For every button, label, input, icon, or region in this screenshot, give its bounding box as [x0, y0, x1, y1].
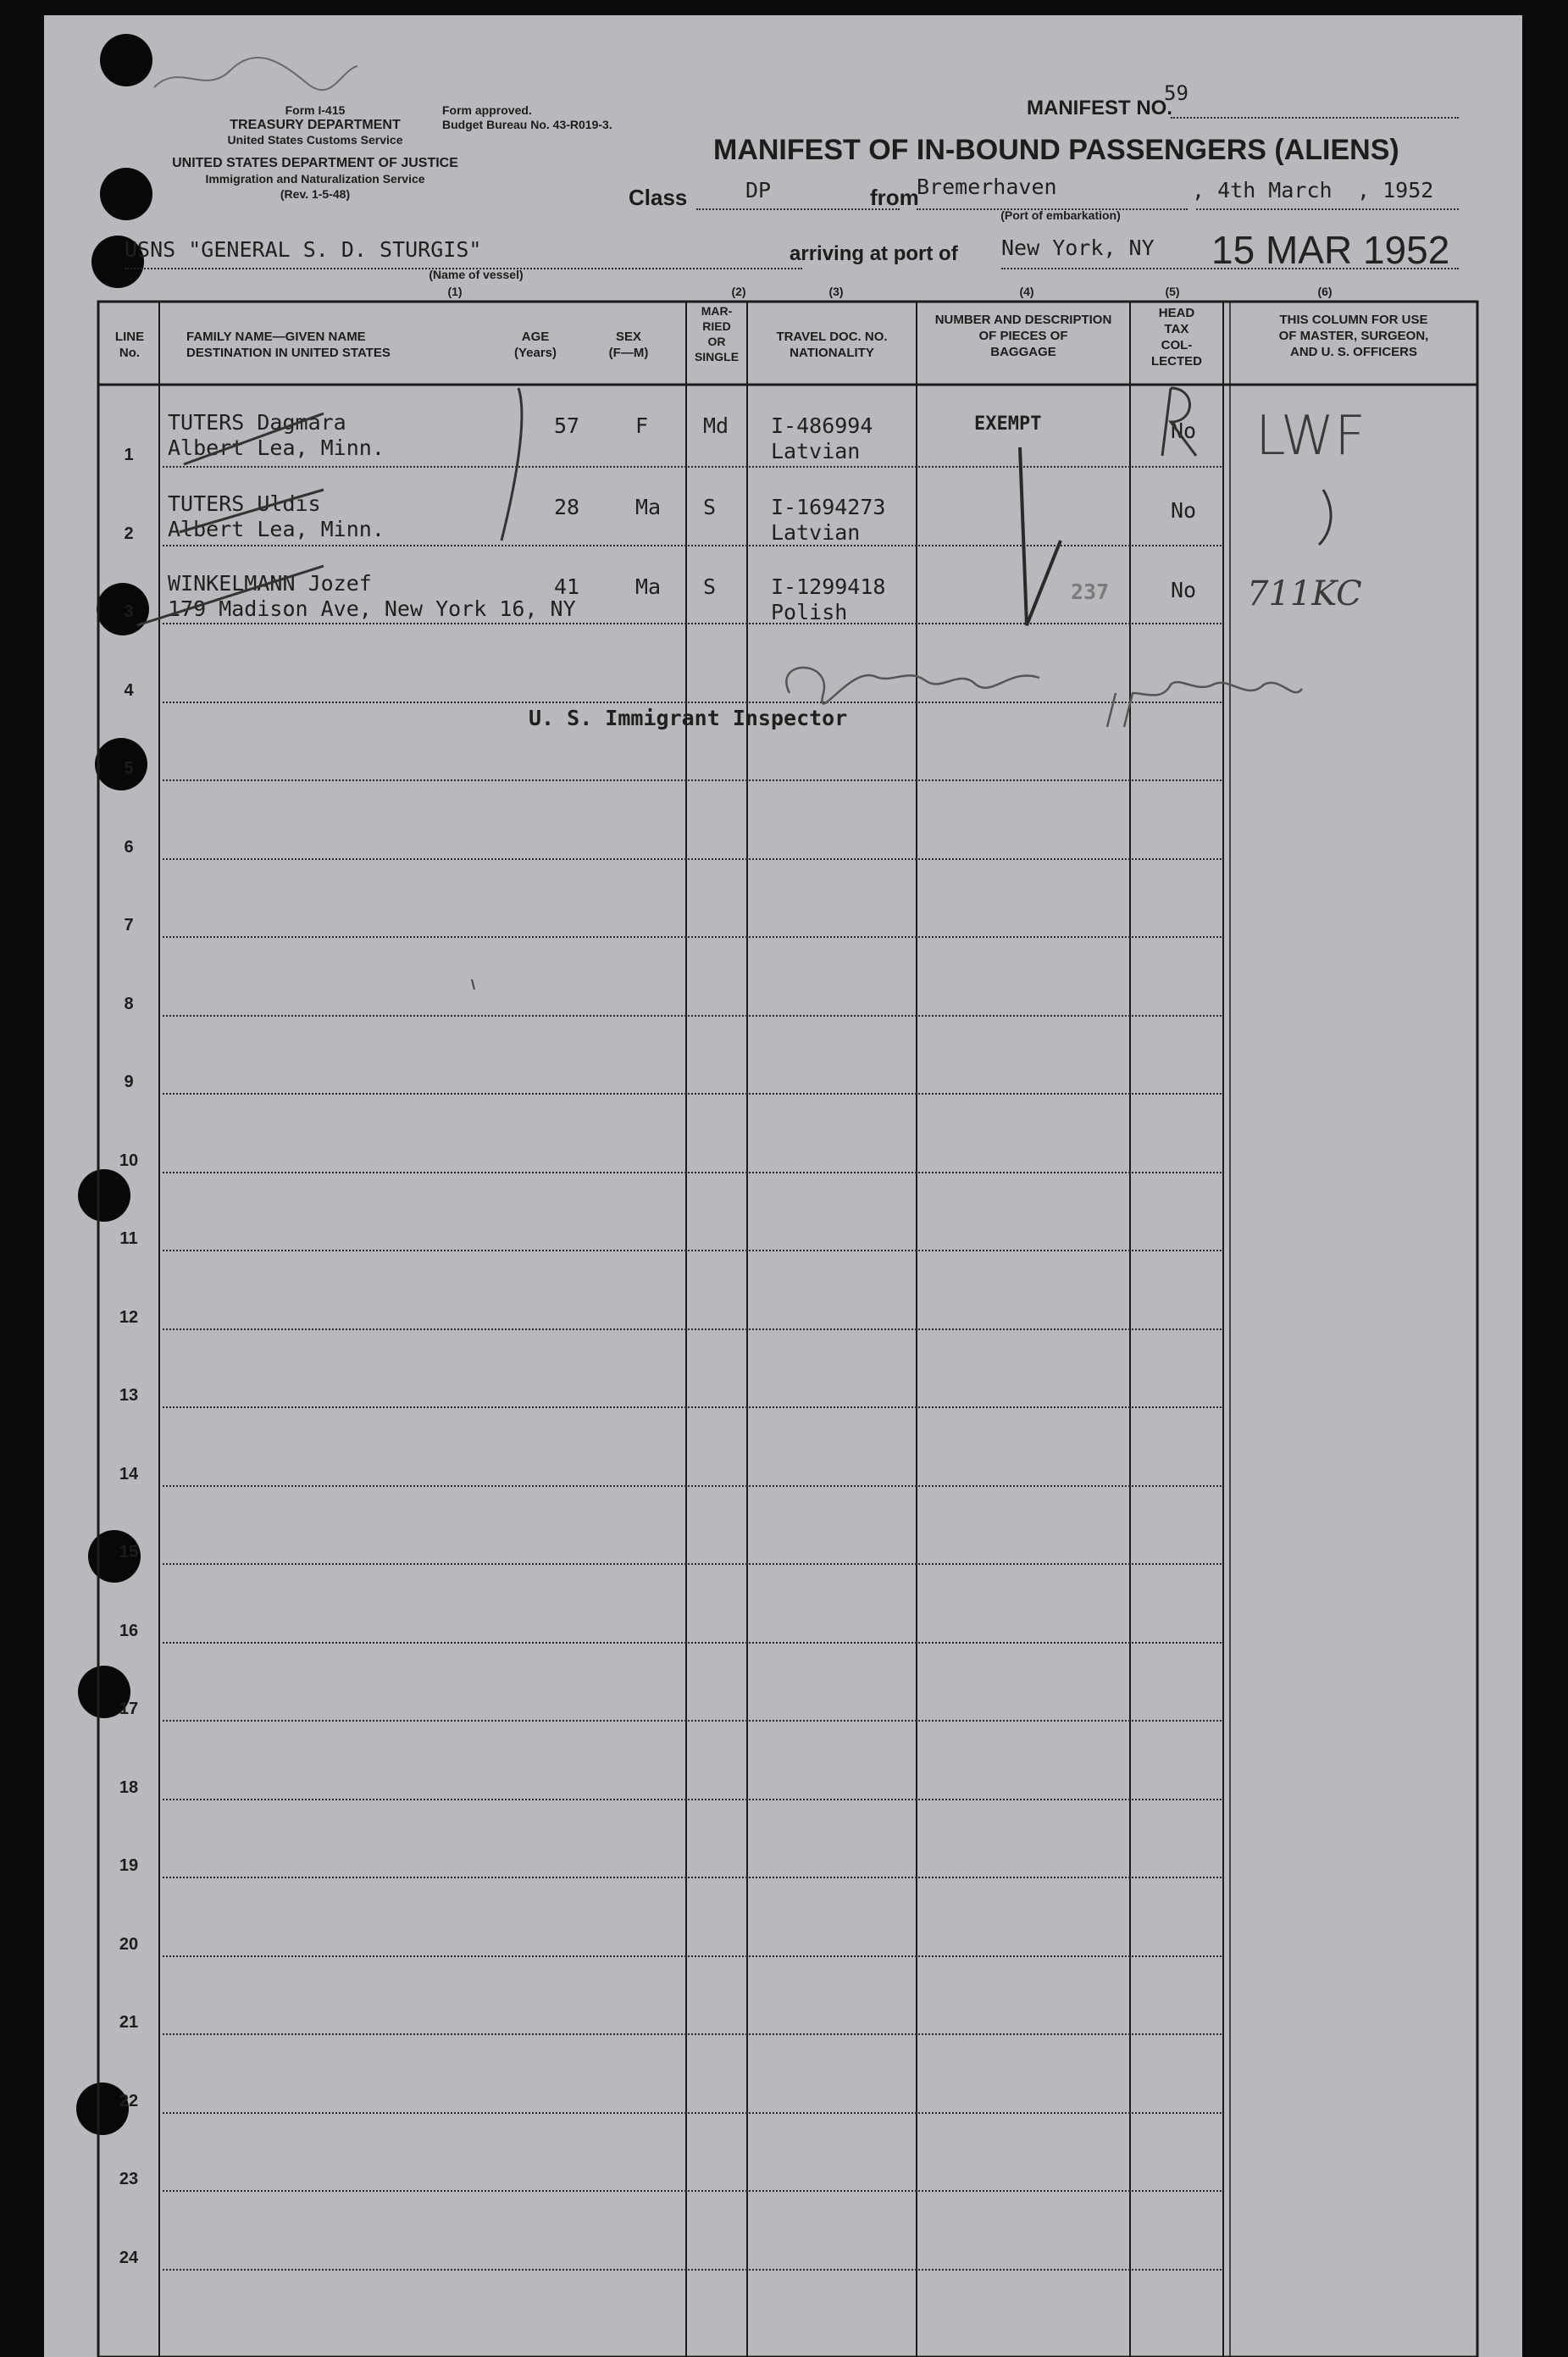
row1-destination: Albert Lea, Minn. — [168, 435, 385, 460]
line-number: 11 — [119, 1229, 138, 1248]
row1-baggage: EXEMPT — [974, 413, 1042, 435]
row1-nationality: Latvian — [771, 439, 861, 463]
line-number: 20 — [119, 1934, 139, 1954]
line-number: 13 — [119, 1386, 139, 1405]
row-line — [163, 1799, 1222, 1800]
col-header-baggage: NUMBER AND DESCRIPTION OF PIECES OF BAGGAGE — [934, 313, 1112, 359]
line-number: 3 — [124, 602, 134, 621]
line-number: 10 — [119, 1151, 139, 1170]
row-line — [163, 2269, 1222, 2271]
treasury-department: TREASURY DEPARTMENT — [230, 118, 401, 132]
col-header-married: MAR- RIED OR SINGLE — [694, 304, 740, 363]
row-line — [163, 1563, 1222, 1565]
line-number: 8 — [124, 994, 134, 1013]
row2-travel-doc: I-1694273 — [771, 495, 886, 519]
row-line — [163, 2112, 1222, 2114]
col-header-travel-doc: TRAVEL DOC. NO. NATIONALITY — [776, 330, 888, 360]
vessel-name: USNS "GENERAL S. D. STURGIS" — [125, 237, 482, 262]
manifest-title: MANIFEST OF IN-BOUND PASSENGERS (ALIENS) — [713, 134, 1399, 166]
col-num-3: (3) — [828, 285, 844, 298]
vessel-caption: (Name of vessel) — [429, 268, 524, 281]
row2-destination: Albert Lea, Minn. — [168, 517, 385, 541]
form-approved: Form approved. — [442, 103, 532, 117]
row3-age: 41 — [554, 574, 580, 599]
row3-officer-mark: 711KC — [1247, 574, 1362, 613]
row-line — [163, 702, 1222, 703]
col-num-1: (1) — [447, 285, 463, 298]
col-header-name: FAMILY NAME—GIVEN NAME DESTINATION IN UNITED STATES — [186, 330, 391, 360]
arrival-stamp: 15 MAR 1952 — [1211, 228, 1450, 272]
row3-marital: S — [703, 574, 717, 599]
col-num-6: (6) — [1317, 285, 1333, 298]
line-number: 4 — [124, 680, 134, 700]
row3-baggage-count: 237 — [1071, 580, 1110, 604]
port-of-embarkation: Bremerhaven — [917, 175, 1057, 199]
row-line — [163, 2190, 1222, 2192]
row2-nationality: Latvian — [771, 520, 861, 545]
row-line — [163, 1955, 1222, 1957]
row-line — [163, 545, 1222, 546]
row-line — [163, 936, 1222, 938]
arrival-port: New York, NY — [1001, 236, 1155, 260]
row-line — [163, 1093, 1222, 1095]
row-line — [163, 1406, 1222, 1408]
row-line — [163, 1015, 1222, 1017]
departure-date: , 4th March — [1192, 178, 1333, 202]
table-grid — [44, 15, 1522, 2357]
row-line — [163, 1485, 1222, 1487]
row2-marital: S — [703, 495, 717, 519]
line-number: 21 — [119, 2013, 139, 2032]
line-number: 23 — [119, 2170, 139, 2188]
row-line — [163, 1328, 1222, 1330]
line-number: 12 — [119, 1307, 139, 1327]
class-label: Class — [629, 185, 688, 210]
line-number: 16 — [119, 1621, 139, 1640]
col-header-officers: THIS COLUMN FOR USE OF MASTER, SURGEON, AND U. S. OFFICERS — [1278, 313, 1429, 359]
row3-head-tax: No — [1171, 578, 1197, 602]
row-line — [163, 779, 1222, 781]
manifest-no-label: MANIFEST NO. — [1027, 97, 1172, 119]
row3-nationality: Polish — [771, 600, 848, 624]
row1-officer-mark: LWF — [1255, 405, 1366, 468]
row3-name: WINKELMANN Jozef — [168, 571, 372, 596]
form-number: Form I-415 — [285, 103, 346, 117]
line-number: 17 — [119, 1700, 139, 1718]
col-num-5: (5) — [1165, 285, 1180, 298]
row2-age: 28 — [554, 495, 580, 519]
line-number: 6 — [124, 837, 134, 857]
row-line — [163, 2033, 1222, 2035]
row2-head-tax: No — [1171, 498, 1197, 523]
row3-destination: 179 Madison Ave, New York 16, NY — [168, 596, 576, 621]
department-of-justice: UNITED STATES DEPARTMENT OF JUSTICE — [172, 156, 458, 170]
from-label: from — [870, 185, 919, 210]
manifest-page — [44, 15, 1522, 2357]
row-line — [163, 1642, 1222, 1644]
manifest-number: 59 — [1164, 81, 1188, 105]
row-line — [163, 1720, 1222, 1722]
departure-year: , 1952 — [1357, 178, 1434, 202]
line-number: 19 — [119, 1856, 139, 1875]
line-number: 14 — [119, 1464, 139, 1484]
row2-sex: Ma — [635, 495, 662, 519]
row-line — [163, 466, 1222, 468]
row3-travel-doc: I-1299418 — [771, 574, 886, 599]
port-of-embarkation-caption: (Port of embarkation) — [1000, 208, 1121, 222]
line-number: 18 — [119, 1777, 139, 1797]
line-number: 22 — [119, 2091, 139, 2110]
col-header-sex: SEX (F—M) — [608, 330, 649, 360]
row-line — [163, 858, 1222, 860]
budget-bureau: Budget Bureau No. 43-R019-3. — [442, 118, 612, 131]
revision-date: (Rev. 1-5-48) — [280, 187, 351, 201]
col-num-2: (2) — [731, 285, 746, 298]
col-header-age: AGE (Years) — [513, 330, 557, 360]
line-number: 24 — [119, 2248, 139, 2267]
arriving-label: arriving at port of — [790, 242, 958, 265]
col-header-head-tax: HEAD TAX COL- LECTED — [1151, 306, 1202, 369]
col-num-4: (4) — [1019, 285, 1034, 298]
row-line — [163, 623, 1222, 624]
row1-sex: F — [635, 413, 649, 438]
row-line — [163, 1877, 1222, 1878]
line-number: 1 — [124, 446, 134, 464]
immigration-service: Immigration and Naturalization Service — [205, 172, 425, 186]
row1-age: 57 — [554, 413, 580, 438]
row2-name: TUTERS Uldis — [168, 491, 321, 516]
col-header-line-no: LINE No. — [114, 330, 145, 360]
customs-service: United States Customs Service — [227, 133, 403, 147]
row1-travel-doc: I-486994 — [771, 413, 873, 438]
row-line — [163, 1250, 1222, 1251]
line-number: 7 — [124, 916, 134, 934]
row1-name: TUTERS Dagmara — [168, 410, 346, 435]
line-number: 2 — [124, 524, 134, 543]
inspector-label: U. S. Immigrant Inspector — [529, 706, 848, 730]
row1-marital: Md — [703, 413, 729, 438]
class-value: DP — [745, 178, 772, 202]
row3-sex: Ma — [635, 574, 662, 599]
line-number: 9 — [124, 1073, 134, 1091]
row1-head-tax: No — [1171, 419, 1197, 443]
line-number: 15 — [119, 1543, 139, 1561]
line-number: 5 — [124, 759, 134, 778]
row-line — [163, 1172, 1222, 1173]
